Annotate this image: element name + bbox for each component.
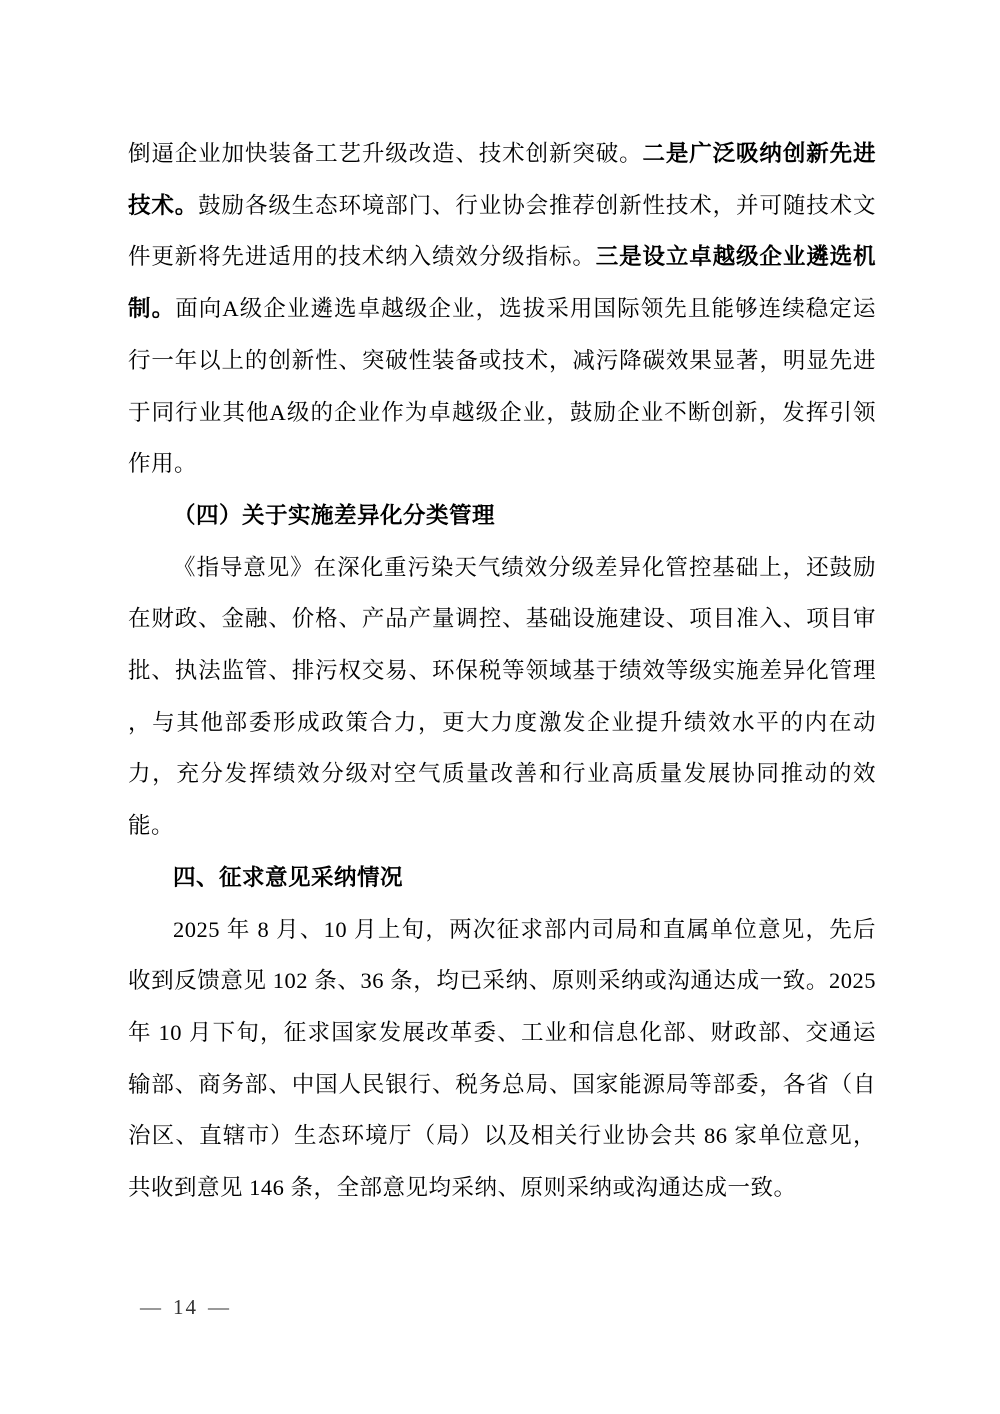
text-segment-bold: 三是设立卓越级企业遴选机制。 — [128, 244, 876, 322]
page-footer — [130, 1295, 241, 1320]
text-segment: 《指导意见》在深化重污染天气绩效分级差异化管控基础上，还鼓励在财政、金融、价格、产品产量调控、基础设施建设、项目准入、项目审批、执法监管、排污权交易、环保税等领域基于绩效等级实施差异化管理 ，与其他部委形成政策合力，更大力度激发企业提升绩效水平的内在动力，充分发挥绩效分级对空气质量改善和行业高质量发展协同推动的效能。 — [128, 554, 876, 839]
paragraph — [128, 904, 876, 1214]
text-segment: 面向A级企业遴选卓越级企业，选拔采用国际领先且能够连续稳定运行一年以上的创新性、突破性装备或技术，减污降碳效果显著，明显先进于同行业其他A级的企业作为卓越级企业，鼓励企业不断创新，发挥引领作用。 — [128, 296, 876, 477]
section-heading: （四）关于实施差异化分类管理 — [173, 502, 496, 528]
text-segment: 鼓励各级生态环境部门、行业协会推荐创新性技术，并可随技术文件更新将先进适用的技术纳入绩效分级指标。 — [128, 192, 876, 270]
page-number: 14 — [173, 1295, 198, 1319]
section-heading: 四、征求意见采纳情况 — [173, 864, 404, 890]
document-body — [128, 128, 876, 1214]
text-segment-bold: 二是广泛吸纳创新先进技术。 — [128, 141, 876, 218]
paragraph — [128, 128, 876, 490]
footer-dash-left: — — [140, 1295, 163, 1319]
text-segment: 2025 年 8 月、10 月上旬，两次征求部内司局和直属单位意见，先后收到反馈意见 102 条、36 条，均已采纳、原则采纳或沟通达成一致。2025 年 10 月下旬，征求国家发展改革委、工业和信息化部、财政部、交通运输部、商务部、中国人民银行、税务总局、国家能源局等部委，各省（自治区、直辖市）生态环境厅（局）以及相关行业协会共 86 家单位意见，共收到意见 146 条，全部意见均采纳、原则采纳或沟通达成一致。 — [128, 916, 876, 1201]
footer-dash-right: — — [208, 1295, 231, 1319]
paragraph — [128, 542, 876, 852]
text-segment: 倒逼企业加快装备工艺升级改造、技术创新突破。 — [128, 141, 643, 166]
